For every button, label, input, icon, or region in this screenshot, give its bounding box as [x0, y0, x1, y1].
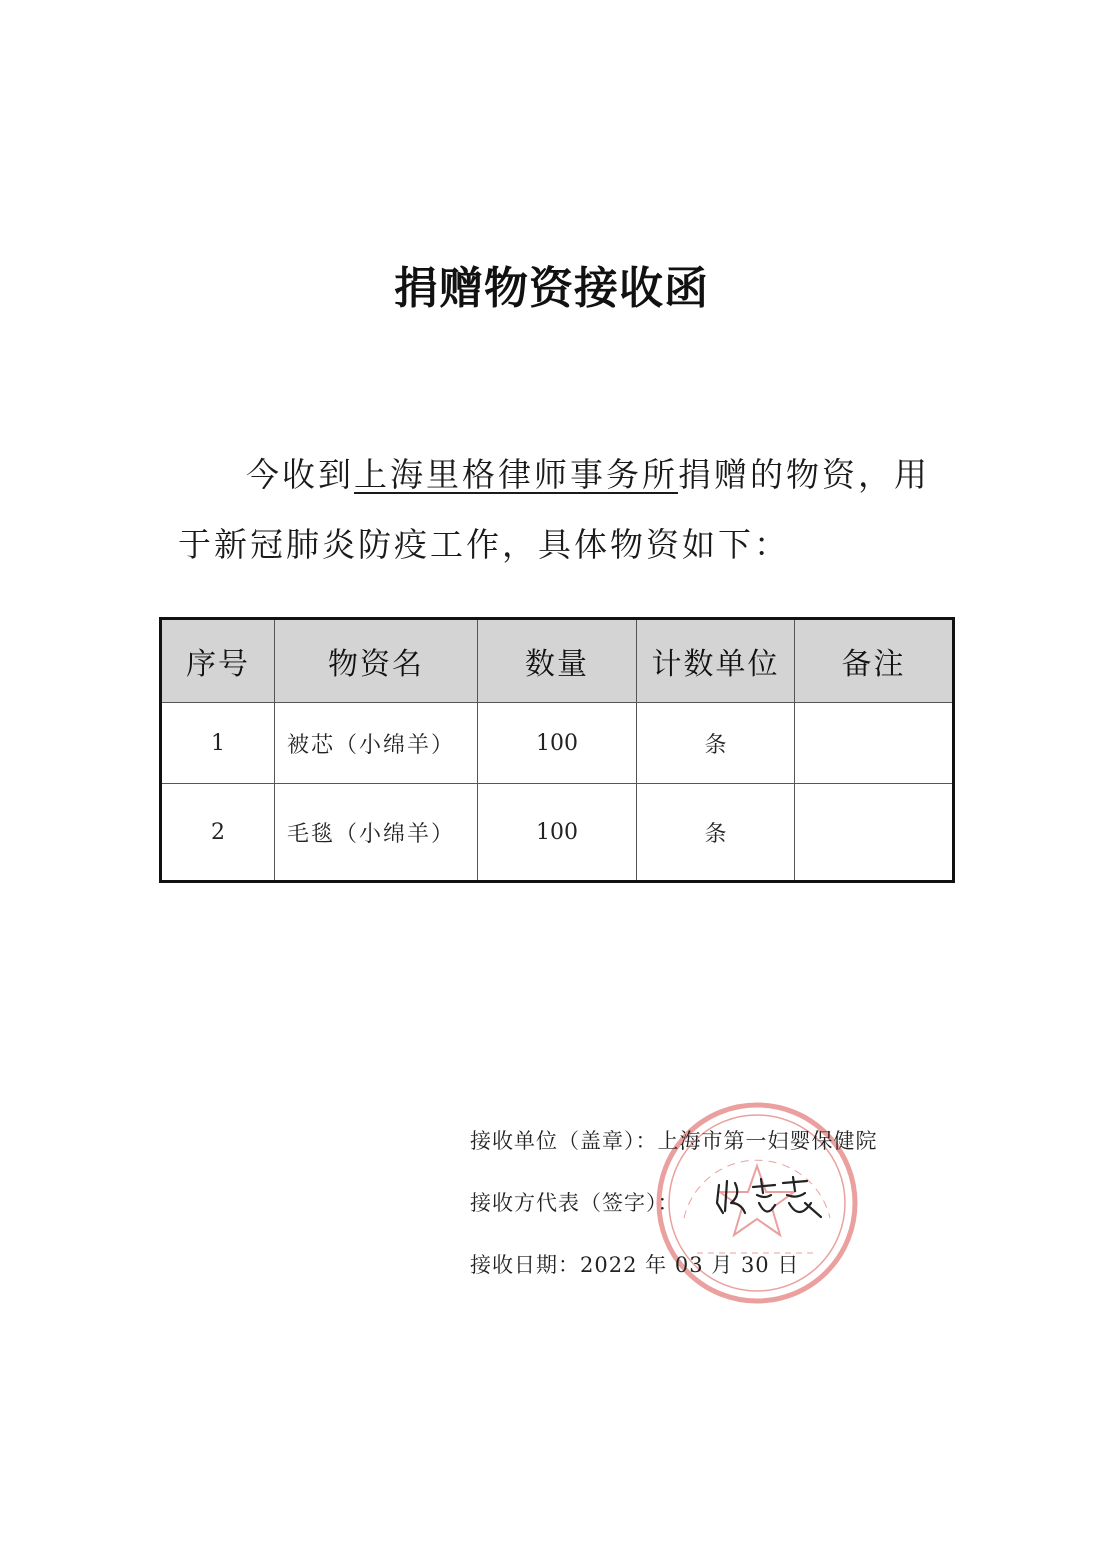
- header-qty: 数量: [478, 619, 637, 703]
- cell-qty: 100: [478, 703, 637, 784]
- items-table: [159, 617, 955, 883]
- document-title: 捐赠物资接收函: [394, 263, 709, 314]
- date-year-unit: 年: [645, 1253, 668, 1277]
- intro-line-2: 于新冠肺炎防疫工作，具体物资如下：: [178, 525, 790, 564]
- table-row: [161, 784, 954, 882]
- date-label: 接收日期：: [470, 1253, 580, 1277]
- table-row: [161, 703, 954, 784]
- receiver-value: 上海市第一妇婴保健院: [657, 1129, 878, 1153]
- date-day: 30: [740, 1253, 770, 1277]
- table-header-row: [161, 619, 954, 703]
- intro-paragraph: [178, 440, 948, 580]
- header-no: 序号: [161, 619, 275, 703]
- cell-unit: 条: [637, 784, 795, 882]
- intro-prefix: 今收到: [246, 455, 354, 494]
- date-day-unit: 日: [777, 1253, 800, 1277]
- header-note: 备注: [795, 619, 954, 703]
- header-name: 物资名: [275, 619, 478, 703]
- cell-no: 2: [161, 784, 275, 882]
- date-row: [470, 1249, 799, 1279]
- receiver-label: 接收单位（盖章）：: [470, 1129, 658, 1153]
- date-month-unit: 月: [711, 1253, 734, 1277]
- representative-label: 接收方代表（签字）：: [470, 1191, 680, 1215]
- handwritten-signature-icon: [713, 1173, 828, 1223]
- cell-name: 毛毯（小绵羊）: [275, 784, 478, 882]
- intro-suffix: 捐赠的物资，用: [678, 455, 930, 494]
- intro-line-1: [178, 440, 948, 510]
- cell-note: [795, 703, 954, 784]
- representative-row: [470, 1187, 680, 1217]
- cell-qty: 100: [478, 784, 637, 882]
- cell-note: [795, 784, 954, 882]
- date-month: 03: [674, 1253, 704, 1277]
- cell-no: 1: [161, 703, 275, 784]
- header-unit: 计数单位: [637, 619, 795, 703]
- cell-unit: 条: [637, 703, 795, 784]
- date-year: 2022: [580, 1253, 638, 1277]
- cell-name: 被芯（小绵羊）: [275, 703, 478, 784]
- receiver-row: [470, 1125, 878, 1155]
- donor-name: 上海里格律师事务所: [354, 455, 678, 494]
